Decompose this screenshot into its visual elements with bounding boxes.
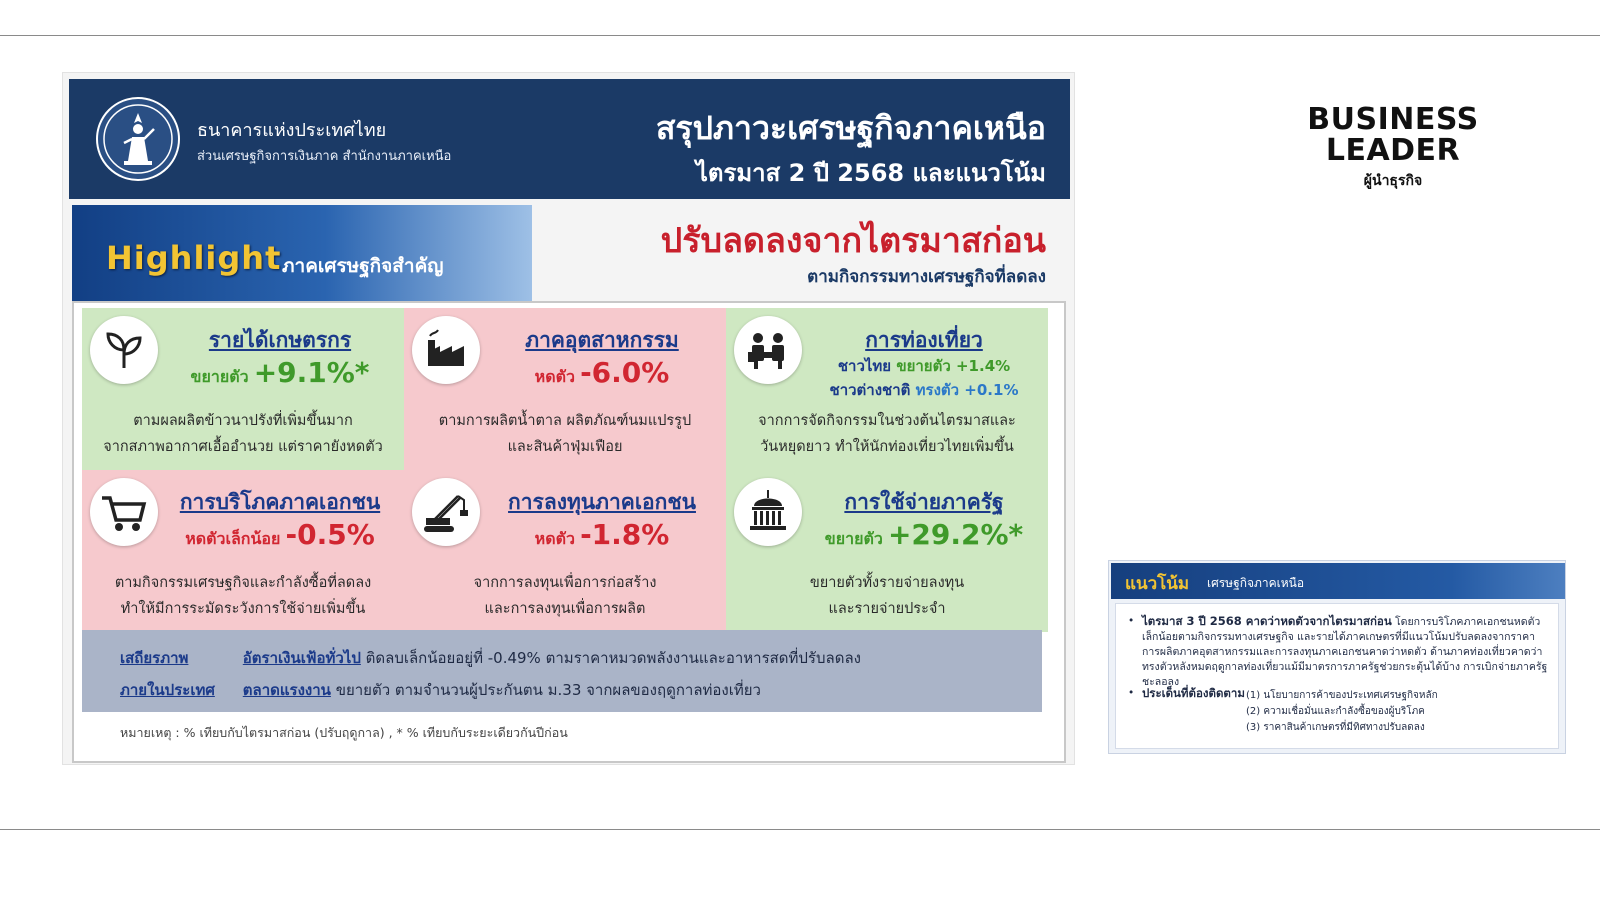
description-line: ตามผลผลิตข้าวนาปรังที่เพิ่มขึ้นมาก — [133, 413, 353, 429]
card-private-investment — [404, 470, 726, 632]
metric-value: -1.8% — [580, 518, 670, 551]
description-line: จากการจัดกิจกรรมในช่วงต้นไตรมาสและ — [758, 413, 1016, 429]
tourist-value: +0.1% — [964, 381, 1019, 399]
outlook-header — [1111, 563, 1565, 599]
card-title: รายได้เกษตรกร — [208, 328, 352, 352]
watch-item: (2) ความเชื่อมั่นและกำลังซื้อของผู้บริโภค — [1246, 706, 1425, 717]
infographic-header — [69, 79, 1070, 199]
metric-value: +29.2%* — [887, 518, 1024, 551]
description-line: วันหยุดยาว ทำให้นักท่องเที่ยวไทยเพิ่มขึ้น — [760, 439, 1014, 455]
card-description — [88, 408, 398, 460]
metric-label: ขยายตัว — [824, 529, 883, 548]
watch-item: (1) นโยบายการค้าของประเทศเศรษฐกิจหลัก — [1246, 690, 1438, 701]
description-line: และสินค้าฟุ่มเฟือย — [507, 439, 623, 455]
brand-tagline: ผู้นำธุรกิจ — [1363, 173, 1423, 189]
metric-label: หดตัว — [534, 529, 575, 548]
card-industry — [404, 308, 726, 470]
tourists-icon — [734, 316, 802, 384]
domestic-stability-panel — [82, 630, 1042, 712]
top-divider — [0, 35, 1600, 36]
description-line: จากการลงทุนเพื่อการก่อสร้าง — [473, 575, 657, 591]
card-title: การท่องเที่ยว — [865, 328, 983, 352]
outlook-bullet-text — [1142, 614, 1554, 690]
outlook-lead: ไตรมาส 3 ปี 2568 คาดว่าหดตัวจากไตรมาสก่อน — [1142, 614, 1392, 628]
stability-term: อัตราเงินเฟ้อทั่วไป — [242, 649, 361, 667]
card-description — [410, 408, 720, 460]
outlook-lead: ประเด็นที่ต้องติดตาม — [1142, 686, 1245, 700]
page-title: สรุปภาวะเศรษฐกิจภาคเหนือ — [655, 109, 1046, 147]
metric-label: หดตัว — [534, 367, 575, 386]
metric-value: -0.5% — [285, 518, 375, 551]
outlook-detail: โดยการบริโภคภาคเอกชนหดตัวเล็กน้อยตามกิจกรรมทางเศรษฐกิจ และรายได้ภาคเกษตรที่มีแนวโน้มปรับลดลงจากราคา การผลิตภาคอุตสาหกรรมและการลงทุนภาคเอกชนคาดว่าหดตัว ด้านภาคท่องเที่ยวคาดว่าทรงตัวหลังหมดฤดูกาลท่องเที่ยวแม้มีมาตรการภาครัฐช่วยกระตุ้นได้บ้าง การเบิกจ่ายภาครัฐชะลอลง — [1142, 616, 1548, 688]
description-line: จากสภาพอากาศเอื้ออำนวย แต่ราคายังหดตัว — [103, 439, 383, 455]
thai-tourist-row — [806, 354, 1042, 378]
brand-line: BUSINESS — [1307, 102, 1479, 137]
card-farm-income — [82, 308, 404, 470]
metric-value: +9.1%* — [253, 356, 370, 389]
card-title: ภาคอุตสาหกรรม — [525, 328, 679, 352]
bullet-dot: • — [1128, 615, 1135, 627]
description-line: ทำให้มีการระมัดระวังการใช้จ่ายเพิ่มขึ้น — [120, 601, 366, 617]
bank-seal-logo — [96, 97, 180, 181]
stability-row-labor — [120, 678, 761, 702]
card-metric — [162, 356, 398, 390]
government-building-icon — [734, 478, 802, 546]
org-name: ธนาคารแห่งประเทศไทย — [197, 120, 387, 141]
card-government-spending — [726, 470, 1048, 632]
shopping-cart-icon — [90, 478, 158, 546]
card-description — [732, 408, 1042, 460]
org-department: ส่วนเศรษฐกิจการเงินภาค สำนักงานภาคเหนือ — [197, 149, 452, 164]
bullet-dot: • — [1128, 687, 1135, 699]
sprout-icon — [90, 316, 158, 384]
business-leader-logo — [1300, 104, 1486, 192]
economic-summary-infographic — [62, 72, 1075, 765]
stability-text: ติดลบเล็กน้อยอยู่ที่ -0.49% ตามราคาหมวดพลังงานและอาหารสดที่ปรับลดลง — [365, 649, 861, 667]
highlight-banner — [72, 205, 532, 301]
card-metric — [162, 518, 398, 552]
metric-label: หดตัวเล็กน้อย — [185, 529, 281, 548]
stability-key: เสถียรภาพ — [120, 649, 189, 667]
metric-label: ขยายตัว — [190, 367, 249, 386]
description-line: ตามการผลิตน้ำตาล ผลิตภัณฑ์นมแปรรูป — [438, 413, 692, 429]
card-description — [88, 570, 398, 622]
tourist-value: +1.4% — [955, 357, 1011, 375]
trend-headline: ปรับลดลงจากไตรมาสก่อน — [660, 221, 1046, 261]
card-metric — [484, 518, 720, 552]
highlight-subtitle: ภาคเศรษฐกิจสำคัญ — [282, 255, 444, 277]
watch-item: (3) ราคาสินค้าเกษตรที่มีทิศทางปรับลดลง — [1246, 722, 1425, 733]
card-metric — [806, 518, 1042, 552]
brand-line: LEADER — [1325, 133, 1461, 168]
foreign-tourist-row — [806, 378, 1042, 402]
tourist-group: ชาวไทย — [837, 357, 892, 375]
description-line: ขยายตัวทั้งรายจ่ายลงทุน — [809, 575, 965, 591]
card-description — [410, 570, 720, 622]
outlook-body — [1115, 603, 1559, 749]
stability-term: ตลาดแรงงาน — [242, 681, 331, 699]
outlook-title: แนวโน้ม — [1125, 574, 1190, 594]
tourist-label: ทรงตัว — [915, 381, 960, 399]
card-title: การลงทุนภาคเอกชน — [508, 490, 696, 514]
footnote: หมายเหตุ : % เทียบกับไตรมาสก่อน (ปรับฤดูกาล) , * % เทียบกับระยะเดียวกันปีก่อน — [120, 725, 568, 740]
highlight-word: Highlight — [106, 239, 282, 277]
card-title: การบริโภคภาคเอกชน — [179, 490, 381, 514]
bottom-divider — [0, 829, 1600, 830]
stability-text: ขยายตัว ตามจำนวนผู้ประกันตน ม.33 จากผลของฤดูกาลท่องเที่ยว — [335, 681, 761, 699]
card-metric — [484, 356, 720, 390]
metric-value: -6.0% — [580, 356, 670, 389]
card-title: การใช้จ่ายภาครัฐ — [844, 490, 1004, 514]
tourist-label: ขยายตัว — [896, 357, 951, 375]
outlook-panel — [1108, 560, 1566, 754]
card-tourism — [726, 308, 1048, 470]
indicator-grid — [72, 301, 1066, 763]
stability-key: ภายในประเทศ — [120, 681, 215, 699]
outlook-subtitle: เศรษฐกิจภาคเหนือ — [1207, 576, 1305, 590]
card-description — [732, 570, 1042, 622]
factory-icon — [412, 316, 480, 384]
tourist-group: ชาวต่างชาติ — [829, 381, 911, 399]
crane-icon — [412, 478, 480, 546]
stability-row-inflation — [120, 646, 861, 670]
description-line: ตามกิจกรรมเศรษฐกิจและกำลังซื้อที่ลดลง — [114, 575, 372, 591]
card-private-consumption — [82, 470, 404, 632]
description-line: และรายจ่ายประจำ — [828, 601, 946, 617]
trend-subheadline: ตามกิจกรรมทางเศรษฐกิจที่ลดลง — [807, 267, 1046, 287]
description-line: และการลงทุนเพื่อการผลิต — [484, 601, 646, 617]
page-subtitle: ไตรมาส 2 ปี 2568 และแนวโน้ม — [695, 159, 1046, 187]
